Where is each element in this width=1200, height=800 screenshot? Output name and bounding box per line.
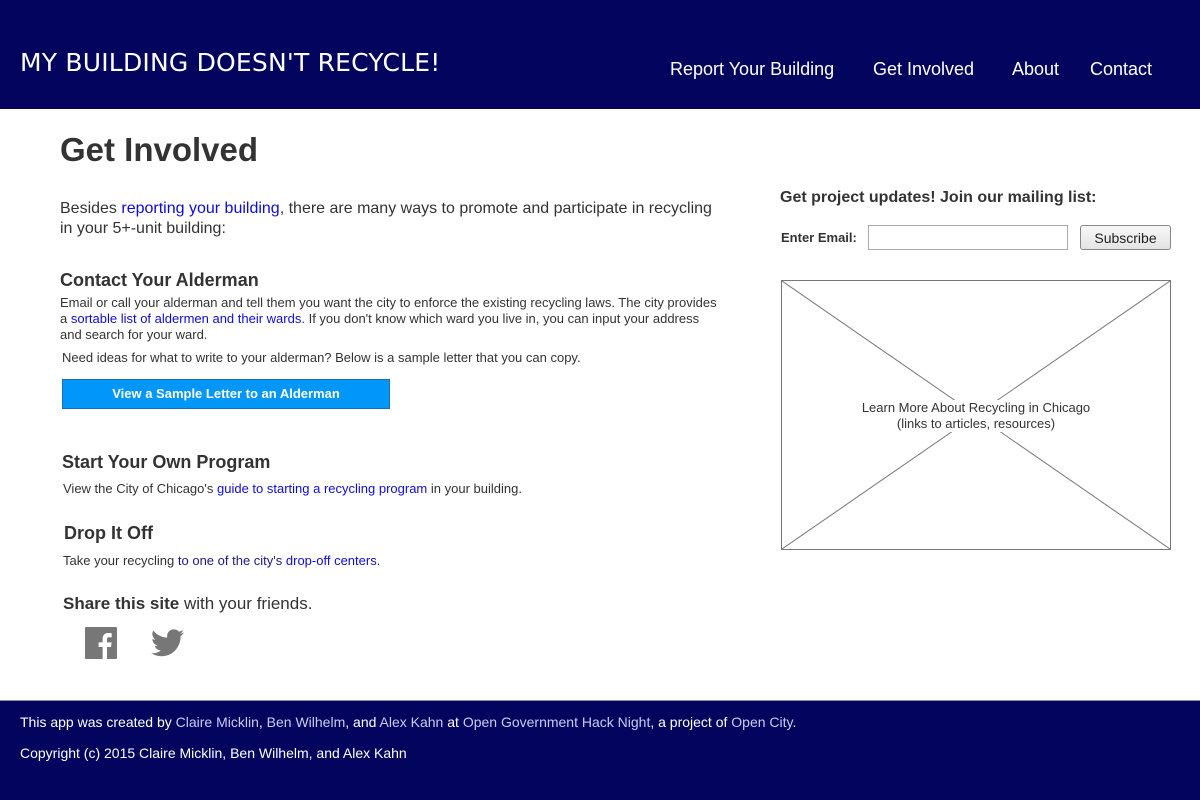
contact-alderman-text: [60, 295, 720, 343]
copyright-text: Copyright (c) 2015 Claire Micklin, Ben Wilhelm, and Alex Kahn: [20, 745, 407, 761]
credits-text-1: This app was created by: [20, 714, 176, 730]
program-text-before: View the City of Chicago's: [63, 481, 217, 496]
intro-text-after: , there are many ways to promote and participate in recycling in your 5+-unit building:: [60, 200, 712, 237]
site-title[interactable]: MY BUILDING DOESN'T RECYCLE!: [20, 48, 441, 77]
credits-text-5: , a project of: [650, 714, 732, 730]
aldermen-list-link[interactable]: sortable list of aldermen and their wards: [70, 311, 302, 326]
learn-more-line2: (links to articles, resources): [896, 416, 1056, 431]
credits-text-4: at: [443, 714, 463, 730]
start-program-text: [63, 481, 522, 497]
alderman-text-after: . If you don't know which ward you live in, you can input your address and search for your ward.: [60, 311, 700, 342]
twitter-icon[interactable]: [151, 629, 184, 662]
learn-more-text: [782, 400, 1170, 432]
credits-text-3: , and: [345, 714, 380, 730]
site-header: [0, 0, 1200, 109]
start-program-heading: Start Your Own Program: [62, 452, 271, 472]
recycling-program-guide-link[interactable]: guide to starting a recycling program: [216, 481, 428, 496]
drop-it-off-text: [63, 553, 380, 569]
alex-kahn-link[interactable]: Alex Kahn: [379, 714, 444, 730]
share-heading: [63, 594, 312, 614]
claire-micklin-link[interactable]: Claire Micklin: [175, 714, 259, 730]
alderman-text-before: Email or call your alderman and tell them you want the city to enforce the existing recycling laws. The city provides a: [60, 295, 717, 326]
ben-wilhelm-link[interactable]: Ben Wilhelm: [266, 714, 346, 730]
site-footer: [0, 700, 1200, 800]
nav-about[interactable]: About: [1012, 59, 1060, 79]
drop-it-off-heading: Drop It Off: [64, 523, 153, 543]
share-rest: with your friends.: [179, 594, 313, 613]
credits-line: [20, 714, 796, 730]
drop-off-centers-link[interactable]: drop-off centers: [285, 553, 377, 568]
intro-text-before: Besides: [60, 200, 122, 217]
intro-text: [60, 199, 720, 239]
subscribe-button[interactable]: Subscribe: [1080, 225, 1171, 250]
learn-more-placeholder[interactable]: [781, 280, 1171, 550]
nav-get-involved[interactable]: Get Involved: [873, 59, 975, 79]
reporting-your-building-link[interactable]: reporting your building: [121, 200, 280, 217]
mailing-list-title: Get project updates! Join our mailing list:: [780, 189, 1097, 206]
contact-alderman-heading: Contact Your Alderman: [60, 270, 259, 290]
facebook-icon[interactable]: [85, 627, 117, 664]
credits-text-2: ,: [258, 714, 267, 730]
hack-night-link[interactable]: Open Government Hack Night: [462, 714, 651, 730]
dropoff-text-before: Take your recycling: [63, 553, 178, 568]
open-city-link[interactable]: Open City: [731, 714, 793, 730]
program-text-after: in your building.: [427, 481, 522, 496]
sample-letter-button[interactable]: View a Sample Letter to an Alderman: [62, 379, 390, 409]
nav-report-your-building[interactable]: Report Your Building: [670, 59, 835, 79]
share-bold: Share this site: [63, 594, 180, 613]
learn-more-line1: Learn More About Recycling in Chicago: [861, 400, 1091, 415]
email-input[interactable]: [868, 225, 1068, 250]
page-title: Get Involved: [60, 131, 259, 168]
dropoff-text-after: .: [376, 553, 381, 568]
email-label: Enter Email:: [781, 230, 857, 245]
city-link[interactable]: to one of the city's: [177, 553, 283, 568]
nav-contact[interactable]: Contact: [1090, 59, 1153, 79]
alderman-ideas-text: Need ideas for what to write to your alderman? Below is a sample letter that you can copy.: [62, 350, 581, 365]
credits-text-6: .: [792, 714, 797, 730]
